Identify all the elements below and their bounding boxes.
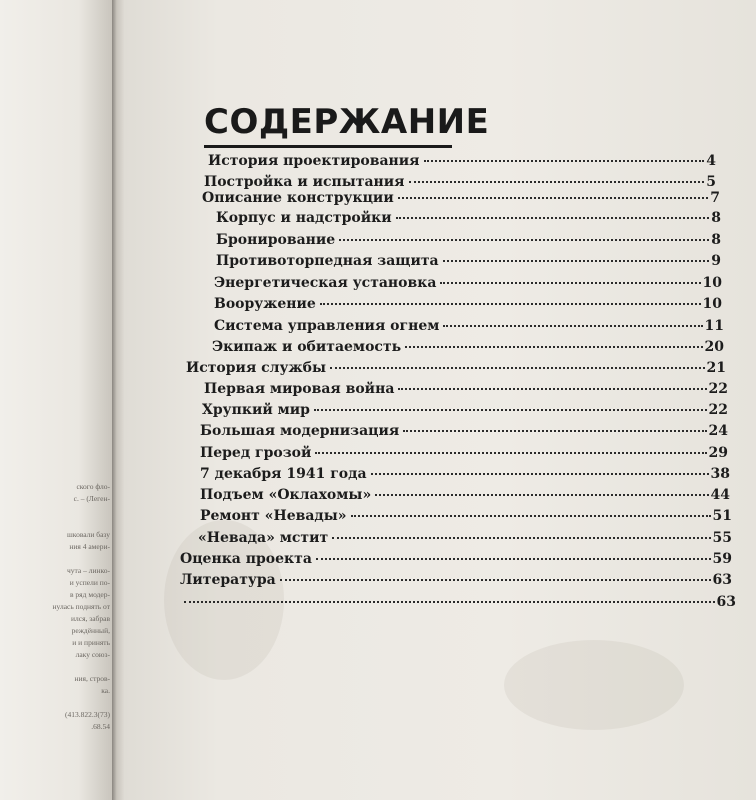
- toc-entry: [208, 153, 716, 169]
- toc-dot-leader: [339, 238, 709, 241]
- toc-page-number: 9: [711, 253, 721, 269]
- book-gutter: [112, 0, 124, 800]
- toc-entry-title: 7 декабря 1941 года: [200, 466, 367, 482]
- toc-entry-title: Бронирование: [216, 232, 336, 248]
- toc-entry: [216, 232, 721, 248]
- toc-entry: [180, 594, 736, 610]
- toc-dot-leader: [316, 557, 711, 560]
- toc-page-number: 63: [712, 572, 732, 588]
- toc-dot-leader: [184, 600, 715, 603]
- toc-page-number: 22: [708, 402, 728, 418]
- toc-page-number: 38: [710, 466, 730, 482]
- toc-entry-title: Корпус и надстройки: [216, 210, 392, 226]
- toc-page-number: 8: [711, 210, 721, 226]
- page-title: СОДЕРЖАНИЕ: [204, 102, 490, 142]
- toc-dot-leader: [351, 514, 711, 517]
- toc-dot-leader: [332, 536, 710, 539]
- toc-entry: [202, 402, 728, 418]
- left-page-line: .68.54: [91, 722, 110, 731]
- toc-entry: [200, 508, 732, 524]
- left-page: [0, 0, 112, 800]
- left-page-line: ского фло-: [76, 482, 110, 491]
- left-page-line: чута – линко-: [66, 566, 110, 575]
- toc-entry-title: Вооружение: [214, 296, 316, 312]
- toc-entry: [214, 275, 722, 291]
- toc-entry: [214, 318, 724, 334]
- toc-dot-leader: [403, 429, 706, 432]
- toc-page-number: 10: [702, 275, 722, 291]
- toc-entry: [186, 360, 726, 376]
- toc-page-number: 44: [710, 487, 730, 503]
- toc-page-number: 59: [712, 551, 732, 567]
- toc-page-number: 8: [711, 232, 721, 248]
- left-page-line: в ряд модер-: [70, 590, 110, 599]
- left-page-line: с. – (Леген-: [73, 494, 110, 503]
- toc-entry: [212, 339, 724, 355]
- toc-entry-title: Подъем «Оклахомы»: [200, 487, 372, 503]
- toc-entry-title: Описание конструкции: [202, 190, 394, 206]
- toc-dot-leader: [371, 472, 709, 475]
- toc-page-number: 21: [706, 360, 726, 376]
- toc-entry: [200, 487, 730, 503]
- left-page-line: нулась поднять от: [52, 602, 110, 611]
- toc-dot-leader: [440, 281, 700, 284]
- toc-page-number: 4: [706, 153, 716, 169]
- left-page-line: шковали базу: [67, 530, 110, 539]
- toc-entry: [200, 466, 730, 482]
- toc-page-number: 7: [710, 190, 720, 206]
- toc-entry-title: «Невада» мстит: [198, 530, 329, 546]
- toc-entry-title: Энергетическая установка: [214, 275, 437, 291]
- toc-entry: [204, 174, 716, 190]
- toc-entry-title: Хрупкий мир: [202, 402, 310, 418]
- toc-page-number: 22: [708, 381, 728, 397]
- left-page-line: ния, стров-: [74, 674, 110, 683]
- toc-entry: [202, 190, 720, 206]
- toc-entry-title: Экипаж и обитаемость: [212, 339, 402, 355]
- toc-entry-title: Противоторпедная защита: [216, 253, 439, 269]
- left-page-line: ния 4 амери-: [69, 542, 110, 551]
- toc-entry: [214, 296, 722, 312]
- toc-dot-leader: [280, 578, 711, 581]
- toc-entry-title: Ремонт «Невады»: [200, 508, 347, 524]
- title-underline: [204, 145, 452, 148]
- left-page-line: и и принять: [72, 638, 110, 647]
- left-page-line: ился, забрав: [70, 614, 110, 623]
- left-page-line: и успели по-: [69, 578, 110, 587]
- toc-page-number: 51: [712, 508, 732, 524]
- toc-page-number: 29: [708, 445, 728, 461]
- toc-entry-title: Постройка и испытания: [204, 174, 405, 190]
- left-page-line: ка.: [101, 686, 110, 695]
- toc-page-number: 20: [704, 339, 724, 355]
- toc-entry-title: Система управления огнем: [214, 318, 440, 334]
- left-page-line: лаку союз-: [75, 650, 110, 659]
- toc-dot-leader: [314, 408, 707, 411]
- toc-entry: [198, 530, 732, 546]
- toc-entry-title: История проектирования: [208, 153, 420, 169]
- toc-entry: [200, 445, 728, 461]
- paper-stain: [504, 640, 684, 730]
- toc-entry-title: История службы: [186, 360, 327, 376]
- toc-dot-leader: [375, 493, 708, 496]
- toc-entry: [200, 423, 728, 439]
- toc-entry-title: Перед грозой: [200, 445, 312, 461]
- toc-page-number: 10: [702, 296, 722, 312]
- toc-page-number: 63: [716, 594, 736, 610]
- toc-dot-leader: [424, 159, 705, 162]
- toc-entry-title: Первая мировая война: [204, 381, 395, 397]
- toc-page-number: 24: [708, 423, 728, 439]
- left-page-line: (413.822.3(73): [65, 710, 110, 719]
- toc-entry: [216, 210, 721, 226]
- toc-entry: [180, 551, 732, 567]
- right-page: [124, 0, 756, 800]
- toc-dot-leader: [396, 216, 710, 219]
- toc-dot-leader: [443, 259, 710, 262]
- toc-dot-leader: [320, 302, 701, 305]
- toc-page-number: 55: [712, 530, 732, 546]
- toc-dot-leader: [398, 196, 709, 199]
- toc-entry-title: Большая модернизация: [200, 423, 400, 439]
- toc-dot-leader: [443, 324, 702, 327]
- toc-dot-leader: [330, 366, 704, 369]
- left-page-line: реждённый,: [71, 626, 110, 635]
- toc-entry: [204, 381, 728, 397]
- toc-entry-title: Литература: [180, 572, 276, 588]
- toc-dot-leader: [398, 387, 706, 390]
- toc-page-number: 5: [706, 174, 716, 190]
- toc-page-number: 11: [704, 318, 724, 334]
- toc-dot-leader: [409, 180, 705, 183]
- toc-entry: [216, 253, 721, 269]
- toc-dot-leader: [315, 451, 706, 454]
- toc-entry-title: Оценка проекта: [180, 551, 312, 567]
- toc-entry: [180, 572, 732, 588]
- toc-dot-leader: [405, 345, 702, 348]
